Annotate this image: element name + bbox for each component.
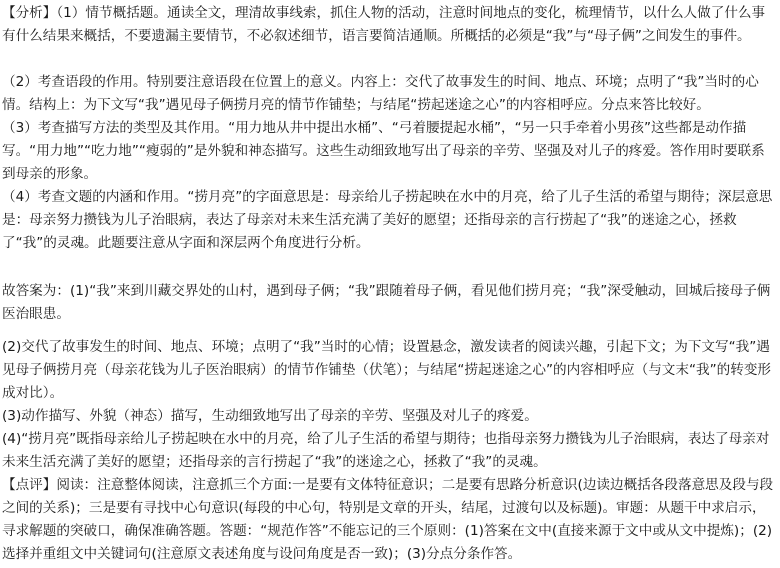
answer-text-3: (3)动作描写、外貌（神态）描写，生动细致地写出了母亲的辛劳、坚强及对儿子的疼爱。	[2, 408, 538, 424]
comment-paragraph	[2, 474, 776, 566]
analysis-text-1: 【分析】（1）情节概括题。通读全文，理清故事线索，抓住人物的活动，注意时间地点的变化，梳理情节，以什么人做了什么事有什么结果来概括，不要遗漏主要情节，不必叙述细节，语言要简洁通顺。所概括的必须是“我”与“母子俩”之间发生的事件。	[2, 5, 766, 44]
analysis-paragraph-3	[2, 117, 776, 186]
analysis-text-3: （3）考查描写方法的类型及其作用。“用力地从井中提出水桶”、“弓着腰提起水桶”，“另一只手牵着小男孩”这些都是动作描写。“用力地”“吃力地”“瘦弱的”是外貌和神态描写。这些生动细致地写出了母亲的辛劳、坚强及对儿子的疼爱。答作用时要联系到母亲的形象。	[2, 120, 765, 182]
analysis-paragraph-2	[2, 71, 776, 117]
analysis-text-2: （2）考查语段的作用。特别要注意语段在位置上的意义。内容上：交代了故事发生的时间、地点、环境；点明了“我”当时的心情。结构上：为下文写“我”遇见母子俩捞月亮的情节作铺垫；与结尾“捞起迷途之心”的内容相呼应。分点来答比较好。	[2, 74, 759, 113]
analysis-paragraph-1	[2, 2, 776, 48]
answer-paragraph-2	[2, 336, 776, 405]
answer-text-2: (2)交代了故事发生的时间、地点、环境；点明了“我”当时的心情；设置悬念，激发读者的阅读兴趣，引起下文；为下文写“我”遇见母子俩捞月亮（母亲花钱为儿子医治眼病）的情节作铺垫（伏笔）；与结尾“捞起迷途之心”的内容相呼应（与文末“我”的转变形成对比）。	[2, 339, 772, 401]
answer-paragraph-4	[2, 428, 776, 474]
analysis-text-4: （4）考查文题的内涵和作用。“捞月亮”的字面意思是：母亲给儿子捞起映在水中的月亮，给了儿子生活的希望与期待；深层意思是：母亲努力攒钱为儿子治眼病，表达了母亲对未来生活充满了美好的愿望；还指母亲的言行捞起了“我”的迷途之心，拯救了“我”的灵魂。此题要注意从字面和深层两个角度进行分析。	[2, 189, 773, 251]
answer-text-4: (4)“捞月亮”既指母亲给儿子捞起映在水中的月亮，给了儿子生活的希望与期待；也指母亲努力攒钱为儿子治眼病，表达了母亲对未来生活充满了美好的愿望；还指母亲的言行捞起了“我”的迷途之心，拯救了“我”的灵魂。	[2, 431, 770, 470]
answer-text-1: 故答案为：(1)“我”来到川藏交界处的山村，遇到母子俩；“我”跟随着母子俩，看见他们捞月亮；“我”深受触动，回城后接母子俩医治眼患。	[2, 283, 771, 322]
answer-paragraph-1	[2, 280, 776, 326]
answer-paragraph-3	[2, 405, 776, 428]
comment-text: 【点评】阅读：注意整体阅读，注意抓三个方面:一是要有文体特征意识；二是要有思路分析意识(边读边概括各段落意思及段与段之间的关系)；三是要有寻找中心句意识(每段的中心句，特别是文章的开头，结尾，过渡句以及标题)。审题：从题干中求启示，寻求解题的突破口，确保准确答题。答题：“规范作答”不能忘记的三个原则：(1)答案在文中(直接来源于文中或从文中提炼)；(2)选择并重组文中关键词句(注意原文表述角度与设问角度是否一致)；(3)分点分条作答。	[2, 477, 774, 562]
analysis-paragraph-4	[2, 186, 776, 255]
